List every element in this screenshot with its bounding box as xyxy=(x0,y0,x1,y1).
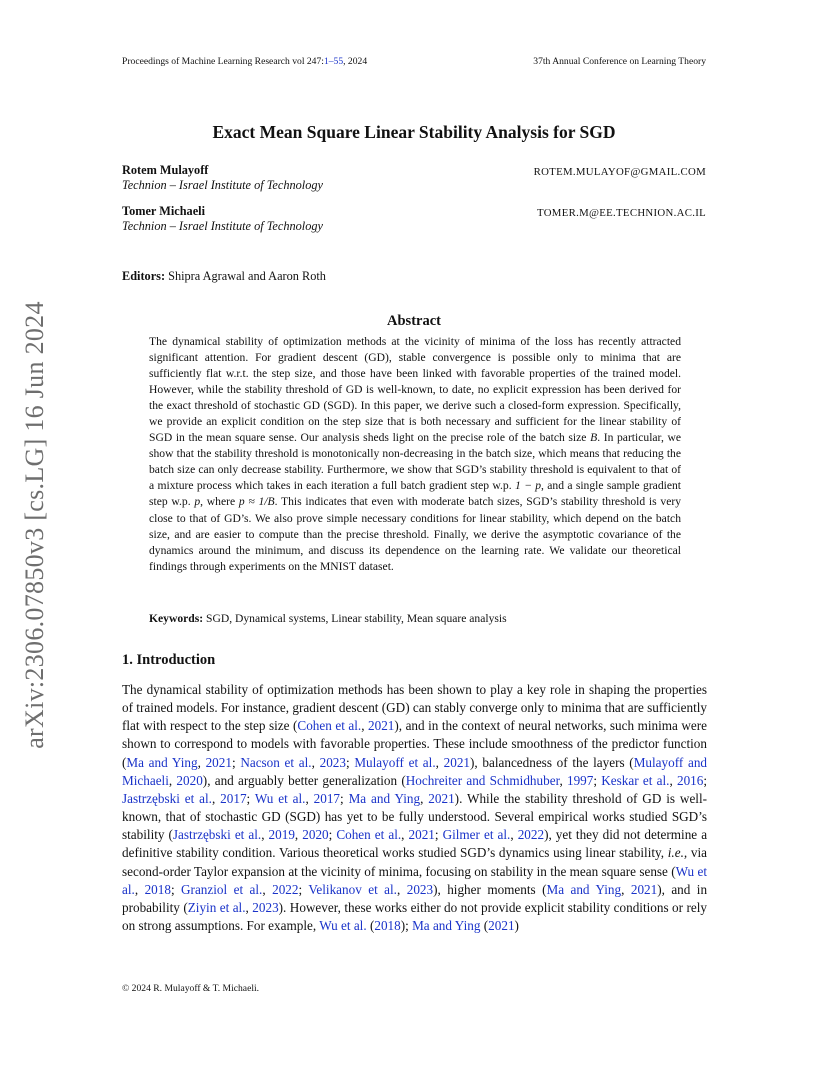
citation-link[interactable]: 2021 xyxy=(205,754,232,770)
running-header-right: 37th Annual Conference on Learning Theory xyxy=(533,56,706,67)
running-header-left xyxy=(122,56,367,67)
editors-names: Shipra Agrawal and Aaron Roth xyxy=(168,269,326,283)
citation-link[interactable]: Jastrzębski et al. xyxy=(122,790,212,806)
keywords-label: Keywords: xyxy=(149,612,204,625)
citation-link[interactable]: Ma and Ying xyxy=(546,881,622,897)
citation-link[interactable]: Cohen et al. xyxy=(297,718,362,734)
citation-link[interactable]: Ma and Ying xyxy=(348,790,421,806)
citation-link[interactable]: 2021 xyxy=(488,918,515,934)
page-range-link[interactable]: 1–55 xyxy=(323,56,344,67)
citation-link[interactable]: 2019 xyxy=(268,827,295,843)
citation-link[interactable]: Jastrzębski et al. xyxy=(172,827,262,843)
citation-link[interactable]: 2022 xyxy=(517,827,545,843)
citation-link[interactable]: Wu et al. xyxy=(122,863,707,897)
citation-link[interactable]: Ma and Ying xyxy=(126,754,198,770)
citation-link[interactable]: 2023 xyxy=(406,881,434,897)
author-name: Rotem Mulayoff xyxy=(122,163,209,177)
abstract-heading: Abstract xyxy=(387,313,441,329)
citation-link[interactable]: 2018 xyxy=(144,881,171,897)
editors-label: Editors: xyxy=(122,269,166,283)
arxiv-stamp-text: arXiv:2306.07850v3 [cs.LG] 16 Jun 2024 xyxy=(20,301,49,749)
citation-link[interactable]: Wu et al. xyxy=(254,790,306,806)
citation-link[interactable]: 2023 xyxy=(319,754,346,770)
citation-link[interactable]: Nacson et al. xyxy=(240,754,312,770)
citation-link[interactable]: 2017 xyxy=(313,790,341,806)
citation-link[interactable]: 2018 xyxy=(374,918,401,934)
citation-link[interactable]: 2020 xyxy=(302,827,329,843)
author-block-2 xyxy=(122,204,323,234)
author-affiliation: Technion – Israel Institute of Technology xyxy=(122,219,323,233)
abstract-text: The dynamical stability of optimization methods at the vicinity of minima of the loss has recently attracted significant attention. For gradient descent (GD), stable convergence is possible only to minima that are sufficiently flat w.r.t. the step size, and those have been linked with favorable properties of the trained model. However, while the stability threshold of GD is well-known, to date, no explicit expression has been derived for the exact threshold of stochastic GD (SGD). In this paper, we derive such a closed-form expression. Specifically, we provide an explicit condition on the step size that is both necessary and sufficient for the linear stability of SGD in the mean square sense. Our analysis sheds light on the precise role of the batch size B. In particular, we show that the stability threshold is monotonically non-decreasing in the batch size, which means that reducing the batch size can only decrease stability. Furthermore, we show that SGD’s stability threshold is equivalent to that of a mixture process which takes in each iteration a full batch gradient step w.p. 1 − p, and a single sample gradient step w.p. p, where p ≈ 1/B. This indicates that even with moderate batch sizes, SGD’s stability threshold is very close to that of GD’s. We also prove simple necessary conditions for linear stability, which depend on the batch size, and are easier to compute than the precise threshold. Finally, we derive the asymptotic covariance of the dynamics around the minimum, and discuss its dependence on the learning rate. We validate our theoretical findings through experiments on the MNIST dataset. xyxy=(149,335,682,573)
keywords-line xyxy=(149,612,507,625)
venue-text: Proceedings of Machine Learning Research vol 247: xyxy=(122,56,324,67)
citation-link[interactable]: 2021 xyxy=(368,718,395,734)
editors-line xyxy=(122,269,326,284)
author-affiliation: Technion – Israel Institute of Technology xyxy=(122,178,323,192)
copyright-footer: © 2024 R. Mulayoff & T. Michaeli. xyxy=(122,983,260,994)
citation-link[interactable]: 2021 xyxy=(630,881,658,897)
citation-link[interactable]: 2017 xyxy=(220,790,247,806)
author-block-1 xyxy=(122,163,323,193)
citation-link[interactable]: Cohen et al. xyxy=(336,827,402,843)
paper-title: Exact Mean Square Linear Stability Analysis for SGD xyxy=(212,122,616,142)
keywords-text: SGD, Dynamical systems, Linear stability, Mean square analysis xyxy=(206,612,507,625)
author-name: Tomer Michaeli xyxy=(122,204,205,218)
author-email: TOMER.M@EE.TECHNION.AC.IL xyxy=(537,207,706,219)
venue-year: , 2024 xyxy=(343,56,368,67)
citation-link[interactable]: 2021 xyxy=(443,754,470,770)
citation-link[interactable]: 2021 xyxy=(408,827,435,843)
introduction-paragraph: The dynamical stability of optimization methods has been shown to play a key role in shaping the properties of trained models. For instance, gradient descent (GD) can stably converge only to minima that are sufficiently flat with respect to the step size (Cohen et al., 2021), and in the context of neural networks, such minima were shown to correspond to models with favorable properties. These include smoothness of the predictor function (Ma and Ying, 2021; Nacson et al., 2023; Mulayoff et al., 2021), balancedness of the layers (Mulayoff and Michaeli, 2020), and arguably better generalization (Hochreiter and Schmidhuber, 1997; Keskar et al., 2016; Jastrzębski et al., 2017; Wu et al., 2017; Ma and Ying, 2021). While the stability threshold of GD is well-known, that of stochastic GD (SGD) has yet to be fully understood. Several empirical works studied SGD’s stability (Jastrzębski et al., 2019, 2020; Cohen et al., 2021; Gilmer et al., 2022), yet they did not determine a definitive stability condition. Various theoretical works studied SGD’s dynamics using linear stability, i.e., via second-order Taylor expansion at the vicinity of minima, focusing on stability in the mean square sense (Wu et al., 2018; Granziol et al., 2022; Velikanov et al., 2023), higher moments (Ma and Ying, 2021), and in probability (Ziyin et al., 2023). However, these works either do not provide explicit stability conditions or rely on strong assumptions. For example, Wu et al. (2018); Ma and Ying (2021) xyxy=(122,682,708,934)
author-email: ROTEM.MULAYOF@GMAIL.COM xyxy=(533,166,706,178)
citation-link[interactable]: Keskar et al. xyxy=(601,772,670,788)
citation-link[interactable]: 2016 xyxy=(676,772,704,788)
citation-link[interactable]: 2020 xyxy=(176,772,203,788)
citation-link[interactable]: Hochreiter and Schmidhuber xyxy=(405,772,560,788)
citation-link[interactable]: Gilmer et al. xyxy=(442,827,511,843)
citation-link[interactable]: 2023 xyxy=(252,899,279,915)
citation-link[interactable]: Ziyin et al. xyxy=(187,899,246,915)
citation-link[interactable]: Mulayoff et al. xyxy=(354,754,436,770)
citation-link[interactable]: Granziol et al. xyxy=(181,881,263,897)
citation-link[interactable]: Ma and Ying xyxy=(412,918,481,934)
section-heading-introduction: 1. Introduction xyxy=(122,652,216,668)
citation-link[interactable]: 1997 xyxy=(566,772,594,788)
citation-link[interactable]: 2022 xyxy=(272,881,299,897)
citation-link[interactable]: Wu et al. xyxy=(319,918,367,934)
citation-link[interactable]: Mulayoff and Michaeli xyxy=(122,754,708,788)
citation-link[interactable]: Velikanov et al. xyxy=(308,881,397,897)
citation-link[interactable]: 2021 xyxy=(428,790,455,806)
